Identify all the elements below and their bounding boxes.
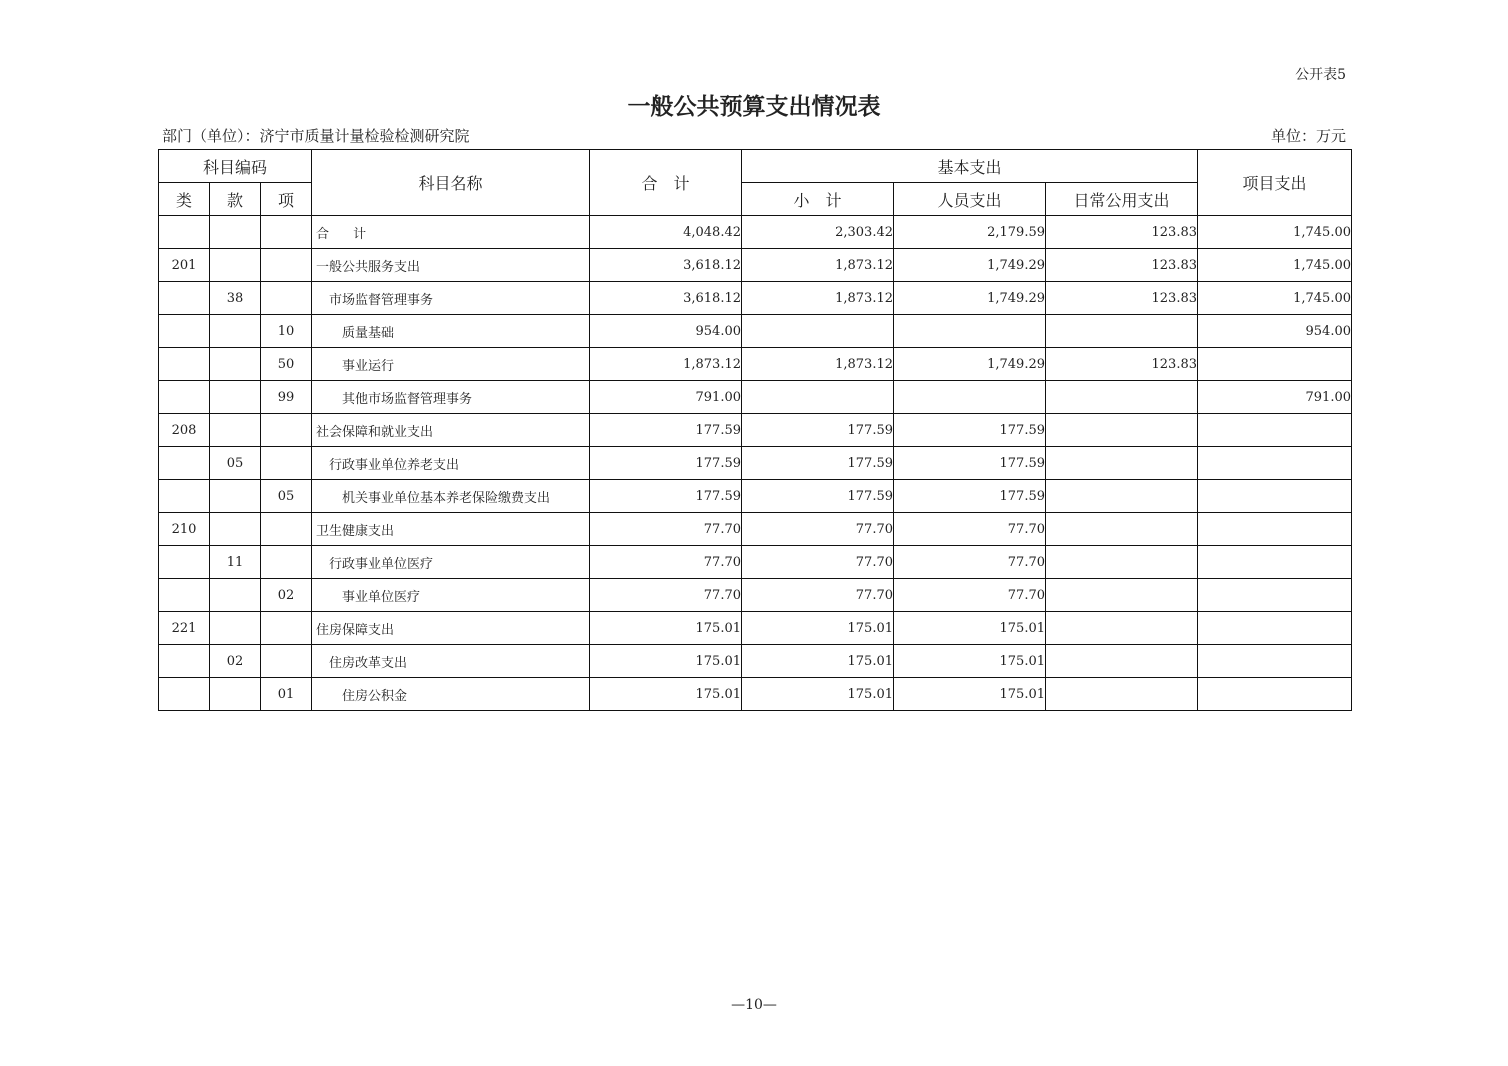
cell-total: 177.59 (590, 414, 742, 447)
cell-public (1046, 480, 1198, 513)
cell-subtotal: 77.70 (742, 546, 894, 579)
document-number: 公开表5 (1295, 67, 1346, 83)
table-row (159, 216, 1352, 249)
header-xiang: 项 (261, 183, 312, 216)
cell-xiang (261, 249, 312, 282)
cell-subtotal: 1,873.12 (742, 282, 894, 315)
cell-total: 3,618.12 (590, 249, 742, 282)
cell-public (1046, 678, 1198, 711)
cell-project (1198, 480, 1352, 513)
cell-public: 123.83 (1046, 249, 1198, 282)
unit-label: 单位：万元 (1270, 127, 1346, 145)
cell-total: 4,048.42 (590, 216, 742, 249)
cell-project: 1,745.00 (1198, 216, 1352, 249)
cell-total: 791.00 (590, 381, 742, 414)
cell-personnel: 2,179.59 (894, 216, 1046, 249)
cell-name: 社会保障和就业支出 (312, 414, 590, 447)
cell-kuan (210, 315, 261, 348)
cell-xiang: 10 (261, 315, 312, 348)
cell-subtotal: 1,873.12 (742, 249, 894, 282)
cell-personnel: 77.70 (894, 513, 1046, 546)
cell-project (1198, 348, 1352, 381)
cell-name: 行政事业单位养老支出 (312, 447, 590, 480)
header-public: 日常公用支出 (1046, 183, 1198, 216)
cell-project (1198, 612, 1352, 645)
cell-kuan (210, 216, 261, 249)
cell-total: 954.00 (590, 315, 742, 348)
table-row (159, 414, 1352, 447)
cell-xiang (261, 282, 312, 315)
cell-lei: 210 (159, 513, 210, 546)
cell-project (1198, 546, 1352, 579)
cell-public (1046, 414, 1198, 447)
cell-xiang (261, 513, 312, 546)
cell-xiang: 02 (261, 579, 312, 612)
header-basic-group: 基本支出 (742, 150, 1198, 183)
cell-name: 事业单位医疗 (312, 579, 590, 612)
cell-kuan: 38 (210, 282, 261, 315)
cell-personnel: 177.59 (894, 414, 1046, 447)
department-label: 部门（单位）：济宁市质量计量检验检测研究院 (162, 127, 470, 145)
cell-lei (159, 447, 210, 480)
cell-personnel: 1,749.29 (894, 348, 1046, 381)
cell-lei (159, 216, 210, 249)
table-body (159, 216, 1352, 711)
cell-kuan (210, 381, 261, 414)
cell-kuan (210, 414, 261, 447)
cell-lei (159, 315, 210, 348)
cell-lei (159, 579, 210, 612)
cell-lei (159, 282, 210, 315)
cell-kuan (210, 678, 261, 711)
page-number: —10— (731, 997, 777, 1013)
cell-kuan (210, 348, 261, 381)
cell-xiang (261, 216, 312, 249)
cell-project: 954.00 (1198, 315, 1352, 348)
cell-total: 175.01 (590, 612, 742, 645)
table-row (159, 645, 1352, 678)
cell-name: 一般公共服务支出 (312, 249, 590, 282)
cell-subtotal: 177.59 (742, 480, 894, 513)
cell-name: 事业运行 (312, 348, 590, 381)
cell-public (1046, 513, 1198, 546)
cell-name: 行政事业单位医疗 (312, 546, 590, 579)
cell-xiang (261, 447, 312, 480)
cell-subtotal: 77.70 (742, 579, 894, 612)
cell-subtotal (742, 315, 894, 348)
cell-lei (159, 381, 210, 414)
cell-total: 175.01 (590, 678, 742, 711)
cell-total: 1,873.12 (590, 348, 742, 381)
cell-subtotal: 175.01 (742, 612, 894, 645)
cell-project (1198, 447, 1352, 480)
cell-total: 77.70 (590, 546, 742, 579)
table-row (159, 249, 1352, 282)
header-kuan: 款 (210, 183, 261, 216)
table-row (159, 612, 1352, 645)
cell-public: 123.83 (1046, 348, 1198, 381)
cell-subtotal: 2,303.42 (742, 216, 894, 249)
cell-project (1198, 678, 1352, 711)
cell-personnel: 177.59 (894, 480, 1046, 513)
cell-name: 机关事业单位基本养老保险缴费支出 (312, 480, 590, 513)
header-project: 项目支出 (1198, 150, 1352, 216)
cell-lei: 221 (159, 612, 210, 645)
cell-xiang (261, 612, 312, 645)
table-row (159, 447, 1352, 480)
header-lei: 类 (159, 183, 210, 216)
cell-name: 市场监督管理事务 (312, 282, 590, 315)
cell-personnel: 177.59 (894, 447, 1046, 480)
cell-public (1046, 447, 1198, 480)
cell-personnel (894, 381, 1046, 414)
cell-subtotal: 175.01 (742, 678, 894, 711)
cell-public: 123.83 (1046, 216, 1198, 249)
table-row (159, 381, 1352, 414)
cell-total: 77.70 (590, 513, 742, 546)
table-row (159, 546, 1352, 579)
cell-total: 177.59 (590, 447, 742, 480)
cell-name: 其他市场监督管理事务 (312, 381, 590, 414)
cell-total: 177.59 (590, 480, 742, 513)
table-row (159, 315, 1352, 348)
cell-personnel: 1,749.29 (894, 282, 1046, 315)
budget-table (158, 149, 1352, 711)
cell-kuan (210, 480, 261, 513)
cell-lei (159, 348, 210, 381)
cell-subtotal: 77.70 (742, 513, 894, 546)
cell-lei (159, 546, 210, 579)
cell-project (1198, 513, 1352, 546)
cell-total: 77.70 (590, 579, 742, 612)
cell-xiang (261, 414, 312, 447)
cell-subtotal (742, 381, 894, 414)
cell-personnel: 1,749.29 (894, 249, 1046, 282)
cell-name: 住房保障支出 (312, 612, 590, 645)
table-row (159, 579, 1352, 612)
cell-name: 住房改革支出 (312, 645, 590, 678)
cell-personnel: 77.70 (894, 579, 1046, 612)
header-subtotal: 小 计 (742, 183, 894, 216)
cell-kuan (210, 513, 261, 546)
cell-public (1046, 645, 1198, 678)
table-header (159, 150, 1352, 216)
cell-kuan (210, 579, 261, 612)
cell-public (1046, 579, 1198, 612)
page-title: 一般公共预算支出情况表 (627, 94, 881, 120)
header-personnel: 人员支出 (894, 183, 1046, 216)
cell-public (1046, 315, 1198, 348)
header-name: 科目名称 (312, 150, 590, 216)
table-row (159, 480, 1352, 513)
cell-public: 123.83 (1046, 282, 1198, 315)
cell-personnel (894, 315, 1046, 348)
cell-public (1046, 381, 1198, 414)
cell-subtotal: 177.59 (742, 447, 894, 480)
cell-kuan: 02 (210, 645, 261, 678)
cell-project: 1,745.00 (1198, 249, 1352, 282)
cell-kuan (210, 612, 261, 645)
cell-personnel: 175.01 (894, 645, 1046, 678)
cell-name: 卫生健康支出 (312, 513, 590, 546)
cell-subtotal: 175.01 (742, 645, 894, 678)
header-code-group: 科目编码 (159, 150, 312, 183)
table-row (159, 348, 1352, 381)
cell-name: 住房公积金 (312, 678, 590, 711)
cell-lei (159, 480, 210, 513)
cell-subtotal: 1,873.12 (742, 348, 894, 381)
cell-xiang: 05 (261, 480, 312, 513)
cell-kuan (210, 249, 261, 282)
cell-project (1198, 579, 1352, 612)
cell-lei: 201 (159, 249, 210, 282)
cell-xiang (261, 546, 312, 579)
cell-lei: 208 (159, 414, 210, 447)
cell-xiang: 50 (261, 348, 312, 381)
cell-project: 791.00 (1198, 381, 1352, 414)
table-row (159, 282, 1352, 315)
table-row (159, 678, 1352, 711)
cell-name: 合 计 (312, 216, 590, 249)
cell-kuan: 11 (210, 546, 261, 579)
cell-personnel: 77.70 (894, 546, 1046, 579)
header-total: 合 计 (590, 150, 742, 216)
cell-lei (159, 645, 210, 678)
cell-xiang: 01 (261, 678, 312, 711)
cell-project (1198, 414, 1352, 447)
cell-total: 175.01 (590, 645, 742, 678)
cell-public (1046, 546, 1198, 579)
table-row (159, 513, 1352, 546)
cell-lei (159, 678, 210, 711)
cell-kuan: 05 (210, 447, 261, 480)
cell-project (1198, 645, 1352, 678)
cell-personnel: 175.01 (894, 612, 1046, 645)
cell-total: 3,618.12 (590, 282, 742, 315)
cell-xiang (261, 645, 312, 678)
cell-subtotal: 177.59 (742, 414, 894, 447)
cell-name: 质量基础 (312, 315, 590, 348)
cell-xiang: 99 (261, 381, 312, 414)
cell-personnel: 175.01 (894, 678, 1046, 711)
cell-project: 1,745.00 (1198, 282, 1352, 315)
cell-public (1046, 612, 1198, 645)
